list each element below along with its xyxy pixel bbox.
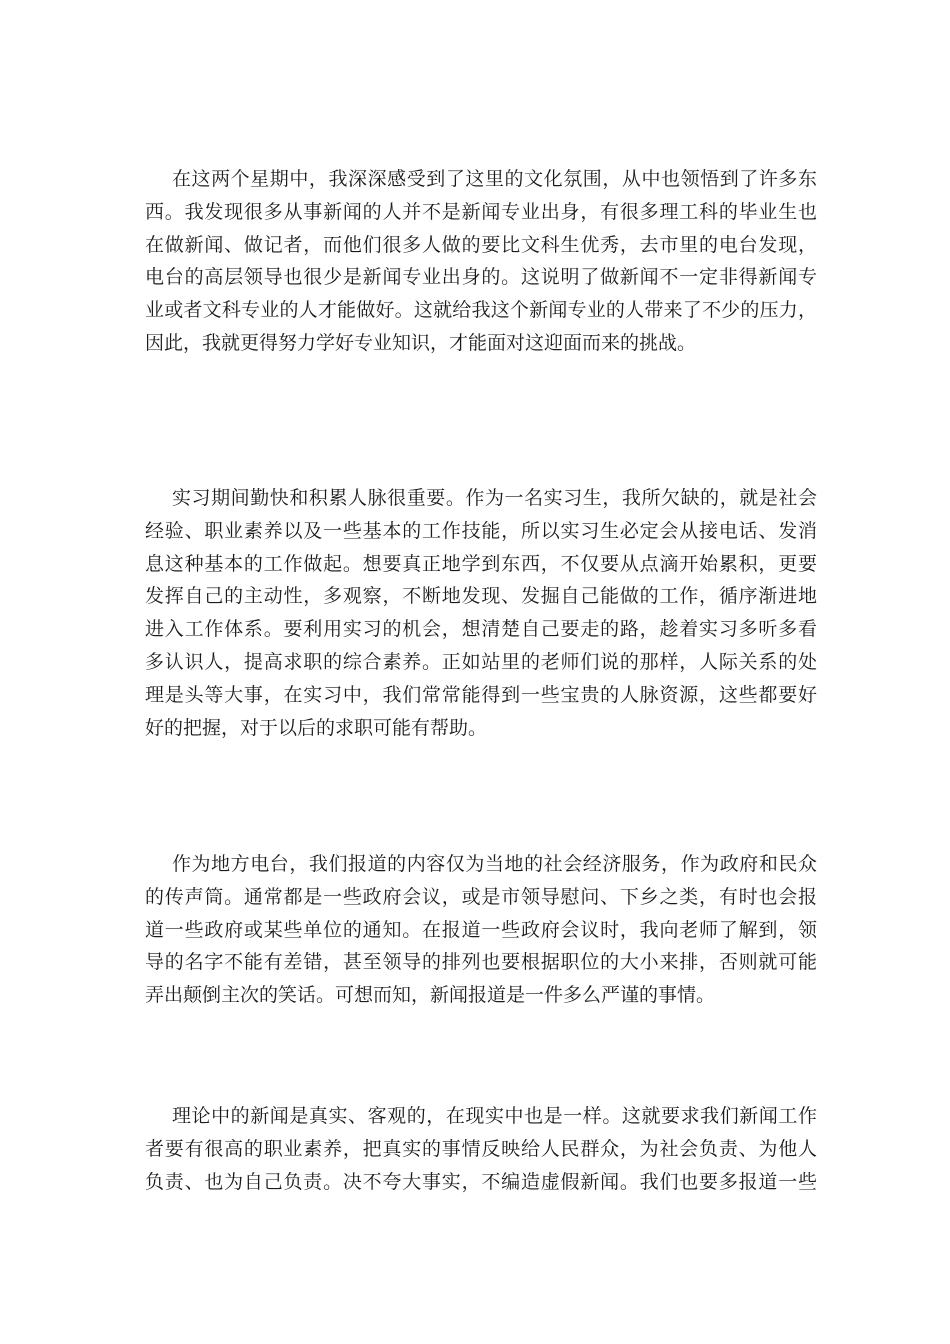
- text-line: 电台的高层领导也很少是新闻专业出身的。这说明了做新闻不一定非得新闻专: [145, 266, 817, 289]
- text-line: 导的名字不能有差错，甚至领导的排列也要根据职位的大小来排，否则就可能: [145, 951, 817, 974]
- text-line: 作为地方电台，我们报道的内容仅为当地的社会经济服务，作为政府和民众: [172, 853, 817, 875]
- text-line: 经验、职业素养以及一些基本的工作技能，所以实习生必定会从接电话、发消: [145, 519, 817, 542]
- text-line: 在做新闻、做记者，而他们很多人做的要比文科生优秀，去市里的电台发现，: [145, 233, 817, 256]
- text-line: 息这种基本的工作做起。想要真正地学到东西，不仅要从点滴开始累积，更要: [145, 552, 817, 575]
- paragraph-3: [145, 848, 817, 1012]
- paragraph-1: [145, 163, 817, 360]
- text-line: 在这两个星期中，我深深感受到了这里的文化氛围，从中也领悟到了许多东: [172, 168, 817, 190]
- text-line: 道一些政府或某些单位的通知。在报道一些政府会议时，我向老师了解到，领: [145, 918, 817, 941]
- text-line: 西。我发现很多从事新闻的人并不是新闻专业出身，有很多理工科的毕业生也: [145, 200, 817, 223]
- text-line: 实习期间勤快和积累人脉很重要。作为一名实习生，我所欠缺的，就是社会: [172, 487, 817, 509]
- text-line: 者要有很高的职业素养，把真实的事情反映给人民群众，为社会负责、为他人: [145, 1137, 817, 1160]
- text-line: 弄出颠倒主次的笑话。可想而知，新闻报道是一件多么严谨的事情。: [145, 984, 716, 1007]
- text-line: 负责、也为自己负责。决不夸大事实，不编造虚假新闻。我们也要多报道一些: [145, 1170, 817, 1193]
- text-line: 好的把握，对于以后的求职可能有帮助。: [145, 716, 488, 739]
- text-line: 理是头等大事，在实习中，我们常常能得到一些宝贵的人脉资源，这些都要好: [145, 683, 817, 706]
- text-line: 发挥自己的主动性，多观察，不断地发现、发掘自己能做的工作，循序渐进地: [145, 585, 817, 608]
- text-line: 多认识人，提高求职的综合素养。正如站里的老师们说的那样，人际关系的处: [145, 650, 817, 673]
- text-line: 进入工作体系。要利用实习的机会，想清楚自己要走的路，趁着实习多听多看: [145, 618, 817, 641]
- text-line: 因此，我就更得努力学好专业知识，才能面对这迎面而来的挑战。: [145, 331, 697, 354]
- paragraph-2: [145, 482, 817, 744]
- text-line: 业或者文科专业的人才能做好。这就给我这个新闻专业的人带来了不少的压力，: [145, 299, 817, 322]
- text-line: 理论中的新闻是真实、客观的，在现实中也是一样。这就要求我们新闻工作: [172, 1105, 817, 1127]
- paragraph-4: [145, 1100, 817, 1198]
- text-line: 的传声筒。通常都是一些政府会议，或是市领导慰问、下乡之类，有时也会报: [145, 885, 817, 908]
